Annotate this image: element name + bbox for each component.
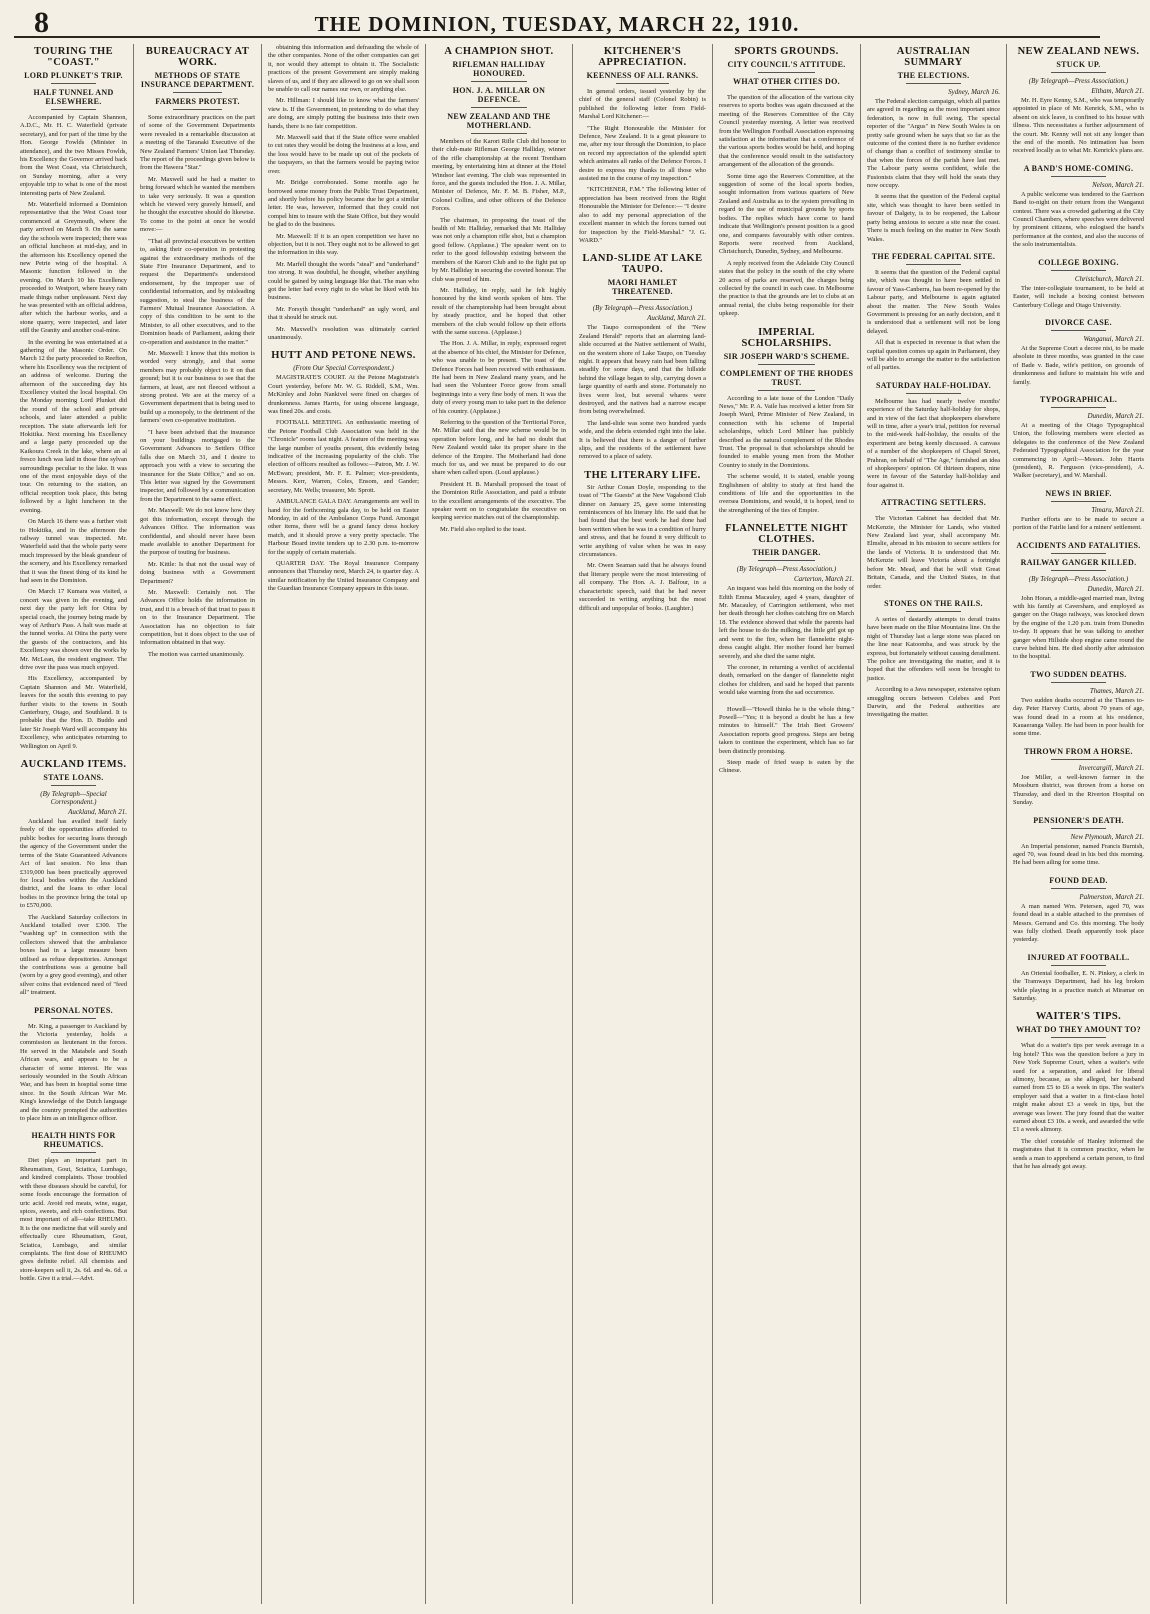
- article-paragraph: The chief constable of Hanley informed the magistrates that it is common practice, when he sends a man to apprehend a certain person, to find that he has already got away.: [1013, 1137, 1144, 1171]
- article-subheading: THE FEDERAL CAPITAL SITE.: [871, 251, 996, 261]
- article-paragraph: According to a Java newspaper, extensive opium smuggling occurs between Celebes and Port Darwin, and the Federal authorities are investigating the matter.: [867, 686, 1000, 719]
- article-paragraph: A reply received from the Adelaide City Council states that the policy in the south of the city where 20 acres of parks are reserved, the charges being collected by the council in each case. In Melbourne the practice is that the grounds are let to clubs at an annual rental, the clubs being responsible for their upkeep.: [719, 259, 854, 318]
- article-subheading: COLLEGE BOXING.: [1038, 257, 1119, 267]
- article-subheading: ATTRACTING SETTLERS.: [881, 498, 986, 508]
- article-paragraph: The Victorian Cabinet has decided that Mr. McKenzie, the Minister for Lands, who visited New Zealand last year, shall accompany Mr. Elmslie, abroad in his mission to secure settlers for the lands of Victoria. It is understood that Mr. McKenzie will leave Victoria about a fortnight before Mr. Mead, and that he will visit Great Britain, Canada, and the United States, in that order.: [867, 515, 1000, 590]
- headline-rule: [1051, 759, 1106, 760]
- article: [20, 1131, 127, 1283]
- article-paragraph: It seems that the question of the Federal capital site, which was thought to have been settled in favour of Dalgety, is to be reopened, the Labour party being anxious to secure a site near the coast. There is much feeling on the matter in New South Wales.: [867, 193, 1000, 243]
- article-paragraph: Sir Arthur Conan Doyle, responding to the toast of "The Guests" at the New Vagabond Club dinner on January 25, gave some interesting reminiscences of his literary life. He said that he had found that the best work he had done had been written when he was in a condition of hurry and stress, and that he found it very difficult to write anything of value when he was in easy circumstances.: [579, 483, 706, 559]
- article-subheading: ACCIDENTS AND FATALITIES.: [1016, 540, 1141, 550]
- article-paragraph: Two sudden deaths occurred at the Thames to-day. Peter Harvey Curtis, about 70 years of age, was found dead in a room at his residence, Kauaeranga Valley. He had been in poor health for some time.: [1013, 696, 1144, 738]
- dateline: (From Our Special Correspondent.): [293, 364, 394, 373]
- article-subheading: A BAND'S HOME-COMING.: [1023, 163, 1134, 173]
- article-paragraph: Some time ago the Reserves Committee, at the suggestion of some of the local sports bodies, sought information from various quarters of New Zealand and Australia as to the system prevailing in regard to the use of municipal grounds by sports bodies. The replies which have come to hand indicate that Wellington's present position is a good one, and compares favourably with other centres. Reports were received from Auckland, Christchurch, Dunedin, Sydney, and Melbourne.: [719, 172, 854, 256]
- dateline-place: Invercargill, March 21.: [1078, 763, 1144, 772]
- article-headline: FLANNELETTE NIGHT CLOTHES.: [725, 523, 848, 546]
- article-paragraph: At a meeting of the Otago Typographical Union, the following members were elected as delegates to the conference of the New Zealand Federated Typographical Association for the year commencing in April:—Messrs. John Harris (president), R. Ferguson (vice-president), A. Walker (secretary), and W. Marshall.: [1013, 421, 1144, 480]
- dateline-place: Nelson, March 21.: [1092, 180, 1144, 189]
- headline-rule: [1051, 407, 1106, 408]
- column-2: [134, 44, 262, 1604]
- article: [1013, 258, 1144, 310]
- dateline-place: Thames, March 21.: [1089, 686, 1144, 695]
- article-paragraph: The coroner, in returning a verdict of accidental death, remarked on the danger of flannelette night clothes for children, and said he hoped that parents would take warning from the sad occurrence.: [719, 663, 854, 697]
- article-subheading: THROWN FROM A HORSE.: [1024, 746, 1133, 756]
- article-paragraph: Mr. Maxwell: I know that this motion is worded very strongly, and that some members may probably object to it on that ground; but it is our business to see that the farmers, at least, are not fleeced without a strong protest. We are at the mercy of a Government department that is being used to build up a monopoly, to the detriment of the farmers' own co-operative institution.: [140, 349, 256, 425]
- article: [1013, 395, 1144, 481]
- article-paragraph: Auckland has availed itself fairly freely of the opportunities afforded to public bodies for securing loans through the agency of the Government under the terms of the State Guaranteed Advances Act of last session. No less than £319,000 has been practically approved for local bodies within the Auckland district, and the loans to other local bodies in the province bring the total up to £570,000.: [20, 818, 127, 910]
- article: [867, 599, 1000, 720]
- headline-rule: [1051, 1037, 1106, 1038]
- article-headline: A CHAMPION SHOT.: [444, 46, 554, 57]
- article: [1013, 876, 1144, 945]
- article-headline: IMPERIAL SCHOLARSHIPS.: [741, 326, 832, 349]
- article-paragraph: Mr. Marfell thought the words "steal" and "underhand" too strong. It was doubtful, he thought, whether anything could be gained by using language like that. The man who got the letter had every right to do what he liked with his business.: [268, 260, 419, 302]
- dateline-place: Auckland, March 21.: [647, 314, 706, 323]
- dateline: (By Telegraph—Press Association.): [592, 304, 693, 313]
- article-paragraph: Mr. Field also replied to the toast.: [440, 525, 527, 533]
- dateline-place: Christchurch, March 21.: [1074, 274, 1144, 283]
- article: [140, 46, 255, 659]
- article: [1013, 670, 1144, 739]
- article-paragraph: MAGISTRATE'S COURT. At the Petone Magistrate's Court yesterday, before Mr. W. G. Riddell, S.M., Wm. McKinley and John Nankivel were fined on charges of drunkenness. James Harris, for using obscene language, was fined 20s. and costs.: [268, 374, 419, 416]
- article-paragraph: An Imperial pensioner, named Francis Burnish, aged 70, was found dead in his bed this morning. He had been ailing for some time.: [1013, 842, 1144, 867]
- headline-rule: [1051, 176, 1106, 177]
- article: [719, 46, 854, 319]
- article-paragraph: Diet plays an important part in Rheumatism, Gout, Sciatica, Lumbago, and kindred complaints. Those troubled with these diseases should be careful, for some foods encourage the formation of uric acid. Avoid red meats, wine, sugar, spices, sweets, and rich confections. But most important of all—take RHEUMO. It is the one medicine that will surely and effectually cure Rheumatism, Gout, Sciatica, Lumbago, and similar complaints. The first dose of RHEUMO gives definite relief. All chemists and store-keepers sell it, 2s. 6d. and 4s. 6d. a bottle. Give it a trial.—Advt.: [20, 1157, 127, 1283]
- article-subheading: RIFLEMAN HALLIDAY HONOURED.: [452, 60, 546, 78]
- article-paragraph: Joe Miller, a well-known farmer in the Mossburn district, was thrown from a horse on Thursday, and died in the Riverton Hospital on Sunday.: [1013, 773, 1144, 807]
- article-headline: AUCKLAND ITEMS.: [20, 759, 127, 771]
- article-subheading: CITY COUNCIL'S ATTITUDE.: [727, 60, 846, 69]
- article-headline: LAND-SLIDE AT LAKE TAUPO.: [582, 253, 703, 276]
- dateline-place: New Plymouth, March 21.: [1070, 832, 1144, 841]
- article-paragraph: His Excellency, accompanied by Captain Shannon and Mr. Waterfield, leaves for the south this evening to pay further visits to the towns in South Canterbury, Otago, and Southland. It is probable that the Hon. D. Buddo and later Sir Joseph Ward will accompany his Excellency, who anticipates returning to Wellington on April 9.: [20, 675, 127, 750]
- article-subheading: TYPOGRAPHICAL.: [1039, 394, 1118, 404]
- article-headline: TOURING THE "COAST.": [34, 46, 113, 68]
- article-subheading: HEALTH HINTS FOR RHEUMATICS.: [31, 1131, 116, 1150]
- article-paragraph: The Hon. J. A. Millar, in reply, expressed regret at the absence of his chief, the Minister for Defence, who was unable to be present. The toast of the Defence Forces had been received with enthusiasm. He had been in New Zealand many years, and he had seen the Volunteer Force grow from small beginnings into a very fine body of men. It was the duty of every young man to take part in the defence of his country. (Applause.): [432, 340, 566, 415]
- dateline-place: Dunedin, March 21.: [1087, 584, 1144, 593]
- article-paragraph: President H. B. Marshall proposed the toast of the Dominion Rifle Association, and paid a tribute to the excellent arrangements of the executive. The speaker went on to congratulate the executive on keeping service matches out of the championship.: [432, 480, 566, 522]
- article: [268, 44, 419, 342]
- headline-rule: [51, 109, 96, 110]
- headline-rule: [616, 299, 669, 300]
- headline-rule: [51, 83, 96, 84]
- article-subheading: LORD PLUNKET'S TRIP.: [24, 71, 123, 80]
- article: [1013, 1011, 1144, 1171]
- article-headline: BUREAUCRACY AT WORK.: [145, 46, 250, 68]
- article-subheading: DIVORCE CASE.: [1045, 317, 1112, 327]
- headline-rule: [1051, 330, 1106, 331]
- article-paragraph: Mr. H. Eyre Kenny, S.M., who was temporarily appointed in place of Mr. Kenrick, S.M., who is absent on sick leave, is confined to his house with illness. This necessitates a further adjournment of the court. Mr. Kenny will not sit any longer than the end of the month. No intimation has been received locally as to what Mr. Kenrick's plans are.: [1013, 97, 1144, 155]
- dateline: (By Telegraph—Special Correspondent.): [40, 790, 107, 807]
- article-paragraph: "The Right Honourable the Minister for Defence, New Zealand. It is a great pleasure to me, after my tour through the Dominion, to place on record my appreciation of the splendid spirit which animates all ranks of the Defence Forces. I desire to express my thanks to all those who assisted me in the course of my inspection.": [579, 124, 706, 183]
- headline-rule: [1051, 553, 1106, 554]
- article-subheading: STONES ON THE RAILS.: [884, 598, 983, 608]
- headline-rule: [1051, 270, 1106, 271]
- article-paragraph: Mr. Maxwell said he had a matter to bring forward which he wanted the members to take very seriously. It was a question which he viewed very gravely himself, and he thought the executive should do likewise. To come to the point at once he would move:—: [140, 175, 255, 234]
- article-paragraph: Mr. Maxwell said that if the State office were enabled to cut rates they would be doing the business at a loss, and the loss would have to be made up out of the pockets of the taxpayers, so that the farmers would be paying twice over.: [268, 134, 419, 175]
- article-paragraph: Members of the Karori Rifle Club did honour to their club-mate Rifleman George Halliday, winner of the rifle championship at the recent Trentham meeting, by entertaining him at dinner at the Hotel Windsor last evening. The club was represented in force, and the guests included the Hon. J. A. Millar, Minister of Defence, Mr. F. M. B. Fisher, M.P., Colonel Collins, and other officers of the Defence Forces.: [432, 138, 566, 213]
- dateline-place: Palmerston, March 21.: [1079, 892, 1144, 901]
- article-paragraph: Mr. Owen Seaman said that he always found that literary people were the most interesting of all company. The Hon. A. J. Balfour, in a characteristic speech, said that he had never succeeded in writing anything but the most difficult and unpopular of books. (Laughter.): [579, 562, 706, 612]
- article: [20, 759, 127, 998]
- page-number: 8: [34, 6, 49, 39]
- column-7: [861, 44, 1007, 1604]
- article-paragraph: The Taupo correspondent of the "New Zealand Herald" reports that an alarming land-slide occurred at the Native settlement of Waihi, on the western shore of Lake Taupo, on Tuesday night. It appears that heavy rain had been falling steadily for some days, and that the hillside behind the village began to slip, carrying down a large quantity of earth and stone. Fortunately no lives were lost, but several whares were destroyed, and the natives had a narrow escape from being overwhelmed.: [579, 324, 706, 416]
- article: [20, 46, 127, 751]
- article-paragraph: Accompanied by Captain Shannon, A.D.C., Mr. H. C. Waterfield (private secretary), and for part of the time by the Hon. George Fowlds (Minister in attendance), and the two Misses Fowlds, his Excellency the Governor arrived back from the West Coast, via Christchurch, on Sunday morning, after a very enjoyable trip to what is one of the most interesting parts of New Zealand.: [20, 114, 127, 197]
- article-subheading: RAILWAY GANGER KILLED.: [1020, 557, 1137, 567]
- article: [1013, 816, 1144, 868]
- headline-rule: [758, 390, 815, 391]
- headline-rule: [906, 83, 962, 84]
- headline-rule: [471, 133, 527, 134]
- article-headline: KITCHENER'S APPRECIATION.: [598, 46, 687, 68]
- article-paragraph: John Horan, a middle-aged married man, living with his family at Caversham, and employed as ganger on the Otago railways, was knocked down by the engine of the 1.20 p.m. train from Dunedin to-day. It appears that he was talking to another ganger when Hillside shop engine came round the curve behind him. He died shortly after admission to the hospital.: [1013, 594, 1144, 661]
- article-subheading: KEENNESS OF ALL RANKS.: [586, 71, 699, 80]
- article-subheading: FARMERS PROTEST.: [155, 97, 240, 106]
- article-paragraph: Mr. Bridge corroborated. Some months ago he borrowed some money from the Public Trust Department, and shortly before his policy became due he got a similar letter. He was, however, informed that they could not compel him to insure with the State Office, but they would be glad to do the business.: [268, 179, 419, 229]
- article-paragraph: The chairman, in proposing the toast of the health of Mr. Halliday, remarked that Mr. Halliday was not only a champion rifle shot, but a champion good fellow. (Applause.) The speaker went on to refer to the good fellowship existing between the members of the Karori Club and to the fight put up by Mr. Halliday in securing the coveted honour. The club was proud of him.: [432, 216, 566, 283]
- article-paragraph: What do a waiter's tips per week average in a big hotel? This was the question before a jury in New York Supreme Court, when a waiter's wife sued for a separation, and asked for liberal alimony, because, as she alleged, her husband earned from £5 to £6 a week in tips. The waiter's employer said that a waiter in a first-class hotel might make about £3 a week in tips, but the average was lower. The jury found that the waiter earned about £3 10s. a week, and awarded the wife £1 a week alimony.: [1013, 1042, 1144, 1134]
- article: [867, 498, 1000, 591]
- article-subheading: COMPLEMENT OF THE RHODES TRUST.: [719, 368, 854, 387]
- headline-rule: [758, 364, 815, 365]
- article-paragraph: All that is expected in revenue is that when the capital question comes up again in Parliament, they will be able to arrange the matter to the satisfaction of all parties.: [867, 339, 1000, 372]
- article-subheading: THEIR DANGER.: [752, 548, 821, 558]
- headline-rule: [906, 510, 962, 511]
- article-paragraph: On March 16 there was a further visit to Hokitika, and in the afternoon the railway tunnel was inspected. Mr. Waterfield said that the whole party were much impressed by the bleak grandeur of the scenery, and his Excellency remarked that it was the finest thing of its kind he had seen in the Dominion.: [20, 518, 127, 584]
- article-paragraph: An inquest was held this morning on the body of Edith Emma Macauley, aged 4 years, daughter of Mr. Macauley, of Carrington settlement, who met her death through her clothes catching fire on March 18. The evidence showed that while the parents had left the house to do the milking, the little girl got up and went to the fire, when her flannelette night-dress caught alight. Her mother found her burned severely, and she died the same night.: [719, 585, 854, 660]
- article-paragraph: In the evening he was entertained at a gathering of the Masonic Order. On March 12 the party proceeded to Reefton, where his Excellency was the recipient of an address of welcome. During the afternoon of the succeeding day his Excellency visited the local hospital. On the Monday morning Lord Plunket did the round of the school and private schools, and later attended a public reception. The state afterwards left for Hokitika. Next morning his Excellency and a large party proceeded up the Kaikoura Creek in the lake, where an al fresco lunch was laid in those fine sylvan surroundings peculiar to the lake. It was one of the most enjoyable days of the tour. On returning to the station, an official reception took place, this being followed by a light luncheon in the evening.: [20, 338, 127, 514]
- article-subheading: PENSIONER'S DEATH.: [1033, 815, 1124, 825]
- article-paragraph: Referring to the question of the Territorial Force, Mr. Millar said that the new scheme would be in operation before long, and he had no doubt that New Zealand would take its proper share in the defence of the Empire. The Motherland had done much for us, and we must be prepared to do our share when called upon. (Loud applause.): [432, 419, 566, 477]
- article-paragraph: Steep made of fried wasp is eaten by the Chinese.: [719, 758, 854, 775]
- article-paragraph: The land-slide was some two hundred yards wide, and the debris extended right into the lake. It is believed that there is a danger of further slips, and the residents of the settlement have removed to a place of safety.: [579, 419, 706, 461]
- headline-rule: [758, 560, 815, 561]
- article-subheading: SIR JOSEPH WARD'S SCHEME.: [723, 351, 850, 361]
- masthead: [14, 6, 1100, 38]
- headline-rule: [51, 785, 96, 786]
- article-paragraph: Howell—"Howell thinks he is the whole thing." Powell—"Yes; it is beyond a doubt he has a few minutes to himself." The Irish Beet Growers' Association reports good progress. Steps are being taken to continue the experiment, which has so far been distinctly promising.: [719, 705, 854, 755]
- article-paragraph: Further efforts are to be made to secure a portion of the Fairlie land for a miners' settlement.: [1013, 515, 1144, 532]
- article-paragraph: Mr. Maxwell's resolution was ultimately carried unanimously.: [268, 325, 419, 341]
- article: [1013, 164, 1144, 250]
- article: [719, 523, 854, 697]
- column-4: [426, 44, 573, 1604]
- article: [268, 350, 419, 593]
- article-subheading: MAORI HAMLET THREATENED.: [607, 278, 678, 297]
- article-subheading: HALF TUNNEL AND ELSEWHERE.: [33, 88, 114, 106]
- headline-rule: [906, 611, 962, 612]
- headline-rule: [1051, 570, 1106, 571]
- article-paragraph: Some extraordinary practices on the part of some of the Government Departments were revealed in a remarkable discussion at a meeting of the Taranaki Executive of the New Zealand Farmers' Union last Thursday. The report of the proceedings given below is from the Hawera "Star.": [140, 114, 255, 172]
- dateline-place: Sydney, March 16.: [948, 88, 1000, 96]
- article-paragraph: FOOTBALL MEETING. An enthusiastic meeting of the Petone Football Club Association was held in the "Chronicle" rooms last night. A feature of the meeting was the large number of youths present, this evidently being indicative of the increasing popularity of the club. The election of officers resulted as follows:—Patron, Mr. J. W. McEwan; president, Mr. F. E. Palmer; vice-presidents, Messrs. Kerr, Warren, Coles, Ensom, and Gander; secretary, Mr. Wells; treasurer, Mr. Sprott.: [268, 419, 419, 494]
- article-subheading: PERSONAL NOTES.: [34, 1005, 113, 1015]
- article-paragraph: Mr. Halliday, in reply, said he felt highly honoured by the kind words spoken of him. The result of the championship had been brought about by steady practice, and he hoped that other members of the club would follow up their efforts with the same success. (Applause.): [432, 286, 566, 336]
- article: [867, 46, 1000, 244]
- columns: [14, 44, 1144, 1604]
- article: [579, 46, 706, 245]
- article-subheading: THE ELECTIONS.: [897, 71, 970, 80]
- headline-rule: [1051, 888, 1106, 889]
- article-paragraph: On March 17 Kumara was visited, a concert was given in the evening, and next day the party left for Otira by special coach, the journey being made by way of Arthur's Pass. A halt was made at the tunnel works. At Otira the party were the guests of the contractors, and his Excellency was shown over the works by Mr. McLean, the resident engineer. The drive over the pass was much enjoyed.: [20, 588, 127, 671]
- article-subheading: WHAT DO THEY AMOUNT TO?: [1016, 1025, 1141, 1035]
- article-subheading: NEW ZEALAND AND THE MOTHERLAND.: [447, 112, 551, 130]
- article-headline: THE LITERARY LIFE.: [584, 469, 701, 481]
- headline-rule: [1051, 682, 1106, 683]
- article-paragraph: The Auckland Saturday collectors in Auckland totalled over £300. The "washing up" in connection with the collectors showed that the ambulance boxes had in a large measure been utilised as refuse depositories. Amongst the contributions was a genuine ball (worn by a grey good evening), and other silver coins that evidenced need of "feed all" treatment.: [20, 913, 127, 997]
- headline-rule: [616, 83, 669, 84]
- article-paragraph: The motion was carried unanimously.: [148, 650, 245, 658]
- headline-rule: [906, 393, 962, 394]
- article-subheading: STATE LOANS.: [43, 773, 104, 783]
- article-paragraph: Melbourne has had nearly twelve months' experience of the Saturday half-holiday for shops, and in view of the fact that shopkeepers elsewhere will in time, after a year's trial, petition for reversal to the mid-week half-holiday, the results of the experiment are being keenly discussed. A canvass of a number of the shopkeepers of Chapel Street, Prahran, on behalf of "The Age," furnished an idea of shopkeepers' opinion. Of thirteen drapers, nine were in favour of the Saturday half-holiday and four against it.: [867, 397, 1000, 489]
- column-1: [14, 44, 134, 1604]
- article: [20, 1006, 127, 1124]
- article-paragraph: Mr. Forsyth thought "underhand" an ugly word, and that it should be struck out.: [268, 305, 419, 322]
- dateline-place: Dunedin, March 21.: [1087, 411, 1144, 420]
- article-paragraph: Mr. Maxwell: Certainly not. The Advances Office holds the information in trust, and it is a breach of that trust to pass it on to the Insurance Department. The Association has no objection to fair competition, but it does object to the use of information obtained in that way.: [140, 588, 255, 647]
- dateline-place: Timaru, March 21.: [1091, 505, 1144, 514]
- article-paragraph: The inter-collegiate tournament, to be held at Easter, will include a boxing contest between Canterbury College and Otago University.: [1013, 284, 1144, 309]
- article-paragraph: Mr. Waterfield informed a Dominion representative that the West Coast tour commenced at Greymouth, where the party arrived on March 9. On the same day the schools were inspected; there was an official luncheon at mid-day, and in the afternoon his Excellency opened the new Petrie wing of the hospital. A Masonic function followed in the evening. On March 10 his Excellency proceeded to Westport, where heavy rain made things rather unpleasant. Next day he was presented with an official address, after which the harbour works, and a stone quarry, were inspected, and later still the Granity and another coal-mine.: [20, 201, 127, 335]
- article: [1013, 318, 1144, 387]
- article-paragraph: The scheme would, it is stated, enable young Englishmen of ability to study at first hand the conditions of life and the opportunities in the oversea Dominions, and would, it is hoped, tend to the strengthening of the ties of Empire.: [719, 473, 854, 514]
- article: [579, 253, 706, 462]
- article-paragraph: Mr. King, a passenger to Auckland by the Victoria yesterday, holds a commission as lieutenant in the forces. He served in the Matabele and South African wars, and appears to be a character of some interest. He was seriously wounded in the South African War, and has been in hospital some time since. In the South African War Mr. King's knowledge of the Dutch language and the country prompted the authorities to place him as an intelligence officer.: [20, 1022, 127, 1123]
- masthead-title: THE DOMINION, TUESDAY, MARCH 22, 1910.: [314, 12, 800, 36]
- article: [432, 46, 566, 534]
- article-paragraph: A public welcome was tendered to the Garrison Band to-night on their return from the Wanganui contest. There was a crowded gathering at the City Council Chambers, where speeches were delivered by prominent citizens, who eulogised the band's performance at the contest, and also the success of the solo instrumentalists.: [1013, 190, 1144, 249]
- article: [1013, 953, 1144, 1004]
- article-paragraph: A series of dastardly attempts to derail trains have been made on the Blue Mountains line. On the night of Thursday last a large stone was placed on the line near Katoomba, and was struck by the express, but fortunately without causing derailment. The police are investigating the matter, and it is hoped that the offenders will soon be brought to justice.: [867, 615, 1000, 682]
- article-paragraph: "KITCHENER, F.M." The following letter of appreciation has been received from the Right Honourable the Minister for Defence:— "I desire also to add my personal appreciation of the excellent manner in which the forces turned out for inspection by the Field-Marshal." "J. G. WARD.": [579, 186, 706, 244]
- article-subheading: STUCK UP.: [1056, 60, 1101, 69]
- article: [867, 381, 1000, 490]
- article-paragraph: Mr. Kittle: Is that not the usual way of doing business with a Government Department?: [140, 560, 255, 585]
- article-subheading: METHODS OF STATE INSURANCE DEPARTMENT.: [140, 71, 255, 89]
- article-paragraph: According to a late issue of the London "Daily News," Mr. P. A. Vaile has received a letter from Sir Joseph Ward, Prime Minister of New Zealand, in connection with his scheme of Imperial scholarships, which Lord Milner has publicly described as the natural complement of the Rhodes Trust. The proposal is that scholarships should be founded to enable young men from the Mother Country to study in the Dominions.: [719, 394, 854, 469]
- article: [719, 706, 854, 776]
- article-paragraph: "That all provincial executives be written to, asking their co-operation in protesting against the extraordinary methods of the State Fire Insurance Department, and to request the Department's understood endorsement, by the improper use of confidential information, and by misleading suggestion, to steal the business of the Farmers' Mutual Insurance Association. A copy of this condition to be sent to the Minister, to all other executives, and to the Dominion heads of Parliament, asking their co-operation and assistance in the matter.": [140, 237, 255, 346]
- article-headline: AUSTRALIAN SUMMARY: [896, 46, 971, 68]
- article-paragraph: Mr. Maxwell: We do not know how they got this information, except through the Advances Office. The information was confidential, and should never have been made available to another Department for the purpose of touting for business.: [140, 507, 255, 557]
- article: [1013, 747, 1144, 808]
- dateline: (By Telegraph—Press Association.): [736, 565, 837, 574]
- article-paragraph: An Oriental footballer, E. N. Pinkey, a clerk in the Tramways Department, had his leg broken while playing in a practice match at Miramar on Saturday.: [1013, 969, 1144, 1002]
- headline-rule: [1051, 72, 1106, 73]
- article-headline: HUTT AND PETONE NEWS.: [271, 350, 416, 362]
- article-paragraph: "I have been advised that the insurance on your buildings mortgaged to the Government Advances to Settlers Office falls due on March 31, and I desire to approach you with a view to securing the insurance for the State Office," and so on. This letter was signed by the Government inspector, and followed by a communication from the Department to the same effect.: [140, 428, 255, 503]
- article-subheading: HON. J. A. MILLAR ON DEFENCE.: [452, 86, 546, 104]
- headline-rule: [758, 72, 815, 73]
- column-5: [573, 44, 713, 1604]
- article-subheading: SATURDAY HALF-HOLIDAY.: [875, 380, 992, 390]
- dateline-place: Auckland, March 21.: [68, 808, 127, 817]
- article-headline: SPORTS GROUNDS.: [734, 46, 839, 57]
- dateline-place: Eltham, March 21.: [1091, 87, 1144, 95]
- article-paragraph: At the Supreme Court a decree nisi, to be made absolute in three months, was granted in the case of Bade v. Bade, wife's petition, on grounds of drunkenness and failure to maintain his wife and family.: [1013, 344, 1144, 386]
- headline-rule: [758, 89, 815, 90]
- headline-rule: [1051, 501, 1106, 502]
- article-subheading: INJURED AT FOOTBALL.: [1027, 952, 1130, 962]
- headline-rule: [1051, 828, 1106, 829]
- article-paragraph: Mr. Hillman: I should like to know what the farmers' view is. If the Government, in pretending to do what they are doing, are simply putting the business into their own hands, there is no fair competition.: [268, 97, 419, 130]
- dateline: (By Telegraph—Press Association.): [1028, 77, 1129, 85]
- article: [867, 252, 1000, 373]
- column-8: [1007, 44, 1150, 1604]
- article-paragraph: Mr. Maxwell: If it is an open competition we have no objection, but it is not. They ought not to be allowed to get the information in this way.: [268, 232, 419, 257]
- article-headline: WAITER'S TIPS.: [1035, 1011, 1122, 1023]
- headline-rule: [1051, 965, 1106, 966]
- column-3: [262, 44, 426, 1604]
- article: [579, 470, 706, 613]
- article-paragraph: AMBULANCE GALA DAY. Arrangements are well in hand for the forthcoming gala day, to be held on Easter Monday, in aid of the Ambulance Corps Fund. Amongst other items, there will be a grand fancy dress hockey match, and it should prove a very pretty spectacle. The Harbour Board invite tenders up to 2.30 p.m. to-morrow for the supply of certain materials.: [268, 498, 419, 556]
- article-subheading: WHAT OTHER CITIES DO.: [733, 77, 840, 86]
- article-paragraph: It seems that the question of the Federal capital site, which was thought to have been settled in favour of Yass-Canberra, has been re-opened by the Labour party, and Melbourne is again agitated about the matter. The New South Wales Government is pressing for an early decision, and it is understood that a settlement will not be long delayed.: [867, 268, 1000, 335]
- headline-rule: [173, 92, 221, 93]
- article: [719, 327, 854, 516]
- article-paragraph: QUARTER DAY. The Royal Insurance Company announces that Thursday next, March 24, is quarter day. A similar notification by the United Insurance Company and the Guardian Insurance Company appears in this issue.: [268, 559, 419, 593]
- article-subheading: TWO SUDDEN DEATHS.: [1030, 669, 1127, 679]
- article: [1013, 489, 1144, 533]
- article-paragraph: In general orders, issued yesterday by the chief of the general staff (Colonel Robin) is published the following letter from Field-Marshal Lord Kitchener:—: [579, 88, 706, 121]
- dateline-place: Carterton, March 21.: [793, 575, 854, 584]
- article: [1013, 46, 1144, 156]
- article-paragraph: The Federal election campaign, which all parties are agreed in regarding as the most important since federation, is now in full swing. The special reporter of the "Argus" in New South Wales is on pretty safe ground when he says that so far as the outcome of the contest there is no further evidence of change than a conflict of testimony similar to that when the forces of the parish have last met. The Labour party seems confident, while the Fusionists claim that they will hold the seats they now occupy.: [867, 98, 1000, 190]
- article-subheading: FOUND DEAD.: [1049, 875, 1108, 885]
- article-headline: NEW ZEALAND NEWS.: [1017, 46, 1140, 57]
- headline-rule: [51, 1152, 96, 1153]
- article: [1013, 541, 1144, 662]
- column-6: [713, 44, 861, 1604]
- dateline-place: Wanganui, March 21.: [1083, 334, 1144, 343]
- headline-rule: [51, 1018, 96, 1019]
- headline-rule: [173, 109, 221, 110]
- article-subheading: NEWS IN BRIEF.: [1045, 488, 1112, 498]
- article-paragraph: A man named Wm. Petersen, aged 70, was found dead in a stable attached to the premises of Messrs. Gerrand and Co. this morning. The body was fully clothed. Death apparently took place yesterday.: [1013, 902, 1144, 944]
- dateline: (By Telegraph—Press Association.): [1028, 574, 1129, 583]
- article-paragraph: The question of the allocation of the various city reserves to sports bodies was again discussed at the meeting of the Reserves Committee of the City Council yesterday morning. A letter was received from the Wellington Football Association expressing satisfaction at the information that a conference of the various sports bodies would be held, and hoping that the conference would result in the satisfactory arrangement of the allocation of the grounds.: [719, 94, 854, 169]
- headline-rule: [471, 107, 527, 108]
- headline-rule: [471, 81, 527, 82]
- headline-rule: [906, 264, 962, 265]
- article-paragraph: obtaining this information and defrauding the whole of the other companies. None of the other companies can get it, nor would they attempt to obtain it. The Socialistic practices of the present Government are simply making slaves of us, and if they are allowed to go on we shall soon be unable to call our names our own, or anything else.: [268, 44, 419, 94]
